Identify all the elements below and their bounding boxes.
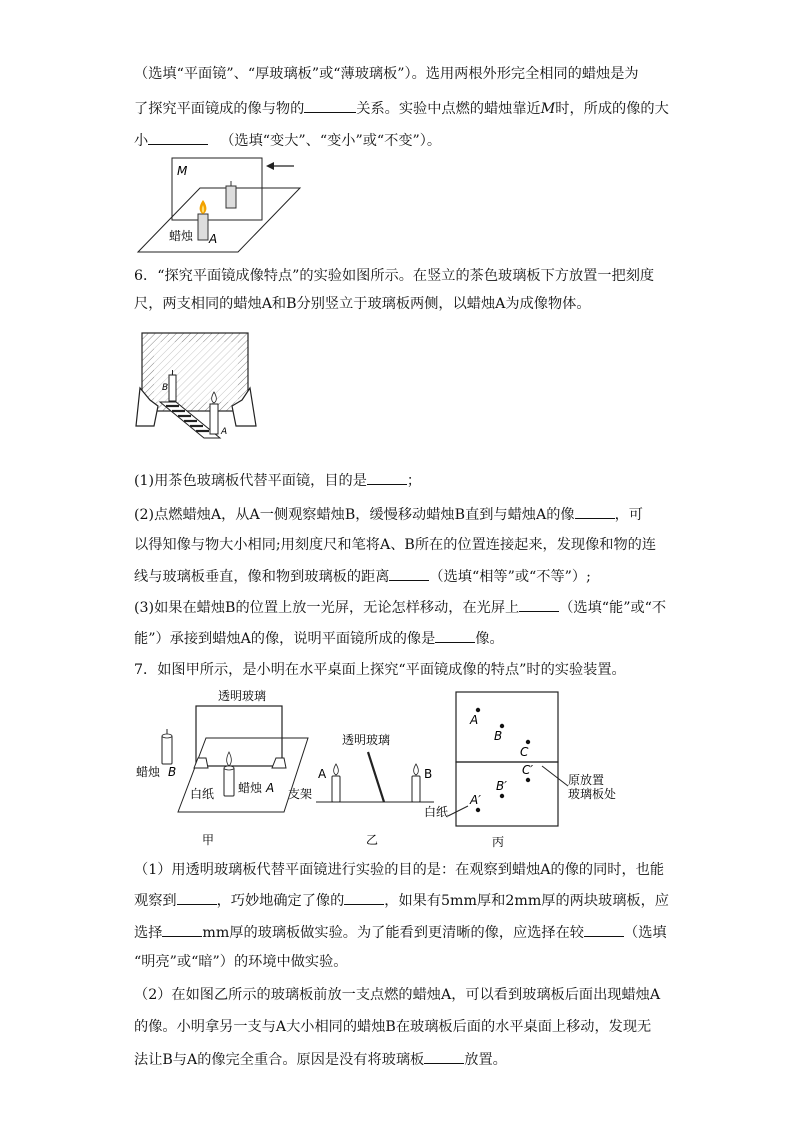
label-c-prime: C′ [522,763,534,777]
label-stand: 支架 [288,787,313,801]
q5-figure [130,152,310,256]
q6-text-p1a: (1)用茶色玻璃板代替平面镜，目的是 [134,473,367,489]
q6-text-p3d: 像。 [475,631,504,647]
q7-text-1: 7．如图甲所示，是小明在水平桌面上探究“平面镜成像的特点”时的实验装置。 [134,662,626,678]
point-c [526,740,530,744]
q7-part-1-cont [134,890,669,911]
q7-figure-jia [132,686,316,850]
q7-part-2-cont [134,1017,651,1037]
q7-text-p2d: 放置。 [464,1052,507,1068]
q6-figure [132,328,260,440]
q6-text-2: 尺，两支相同的蜡烛A和B分别竖立于玻璃板两侧，以蜡烛A为成像物体。 [134,296,591,312]
answer-blank[interactable] [344,890,384,905]
label-b: B [424,767,433,781]
leader-glass [542,766,568,786]
answer-blank[interactable] [177,890,217,905]
label-b-prime: B′ [496,779,507,793]
q5-text-2c: 时，所成的像的大 [555,101,669,117]
answer-blank[interactable] [389,566,429,581]
q6-text-p2d: 线与玻璃板垂直，像和物到玻璃板的距离 [134,569,390,585]
q5-line-2 [134,98,669,119]
label-candle-a: 蜡烛 [238,781,263,795]
label-c: C [520,745,529,759]
q6-text-p3b: （选填“能”或“不 [559,600,667,616]
q6-text-p2c: 以得知像与物大小相同;用刻度尺和笔将A、B所在的位置连接起来，发现像和物的连 [134,537,657,553]
point-c-prime [526,778,530,782]
caption-jia: 甲 [202,833,215,847]
label-glass: 透明玻璃 [218,689,267,703]
q7-part-1-cont2 [134,922,667,943]
candle-a [224,768,234,796]
q5-text-3a: 小 [134,133,149,149]
q6-text-1: 6．“探究平面镜成像特点”的实验如图所示。在竖立的茶色玻璃板下方放置一把刻度 [134,268,655,284]
q7-figure-bing [424,688,646,850]
q7-part-2 [134,985,660,1005]
paper-top [456,692,558,762]
label-a: A [209,232,218,246]
candle-a [210,404,218,434]
caption-bing: 丙 [492,835,505,849]
q6-line-1 [134,266,654,286]
q6-text-p2a: (2)点燃蜡烛A，从A一侧观察蜡烛B，缓慢移动蜡烛B直到与蜡烛A的像 [134,507,575,523]
q7-part-2-cont2 [134,1049,507,1070]
q6-part-2-cont2 [134,566,591,587]
glass-plate [196,706,282,766]
label-a: A [221,427,228,437]
q5-italic-m: M [540,101,556,117]
image-candle [226,186,236,208]
glass-plate [368,752,384,802]
label-glass-pos-1: 原放置 [568,773,605,787]
q7-text-p1c: ，巧妙地确定了像的 [216,893,345,909]
q7-line-1 [134,660,626,680]
q5-text-1: （选填“平面镜”、“厚玻璃板”或“薄玻璃板”）。选用两根外形完全相同的蜡烛是为 [134,66,639,82]
answer-blank[interactable] [575,504,615,519]
point-b [500,724,504,728]
q6-text-p3c: 能”）承接到蜡烛A的像，说明平面镜所成的像是 [134,631,436,647]
candle-b [169,375,176,401]
q6-text-p3a: (3)如果在蜡烛B的位置上放一光屏，无论怎样移动，在光屏上 [134,600,520,616]
label-b: B [168,765,177,779]
answer-blank[interactable] [424,1049,464,1064]
q6-text-p1b: ； [406,473,422,489]
answer-blank[interactable] [584,922,624,937]
arrow-head [266,162,274,170]
point-a-prime [476,808,480,812]
q7-text-p1e: 选择 [134,925,163,941]
label-candle: 蜡烛 [169,229,194,243]
label-a: A [470,713,479,727]
label-b: B [162,383,169,393]
q6-part-3 [134,597,666,618]
q7-text-p2c: 法让B与A的像完全重合。原因是没有将玻璃板 [134,1052,425,1068]
q6-part-3-cont [134,628,504,649]
candle-b [162,736,172,764]
q7-text-p1a: （1）用透明玻璃板代替平面镜进行实验的目的是：在观察到蜡烛A的像的同时，也能 [134,862,665,878]
candle-a [198,214,208,240]
q7-part-1-cont3 [134,952,347,972]
q7-part-1 [134,860,664,880]
candle-a [332,776,340,802]
q7-text-p2b: 的像。小明拿另一支与A大小相同的蜡烛B在玻璃板后面的水平桌面上移动，发现无 [134,1019,652,1035]
q6-text-p2b: ，可 [614,507,643,523]
q5-text-3b: （选填“变大”、“变小”或“不变”）。 [220,133,442,149]
answer-blank[interactable] [304,98,356,113]
q5-line-3 [134,130,441,151]
candle-flame [227,752,232,766]
leader-paper [448,806,468,816]
label-m: M [177,164,188,178]
q7-text-p1f: mm厚的玻璃板做实验。为了能看到更清晰的像，应选择在较 [202,925,584,941]
caption-yi: 乙 [366,833,379,847]
q5-text-2a: 了探究平面镜成的像与物的 [134,101,305,117]
label-a: A [266,781,275,795]
q7-text-p1d: ，如果有5mm厚和2mm厚的两块玻璃板，应 [384,893,669,909]
q6-part-2 [134,504,643,525]
candle-b [412,776,420,802]
q7-text-p1g: （选填 [624,925,667,941]
label-a: A [318,767,327,781]
label-b: B [494,729,503,743]
answer-blank[interactable] [519,597,559,612]
answer-blank[interactable] [367,470,407,485]
label-paper: 白纸 [190,787,215,801]
q7-text-p1h: “明亮”或“暗”）的环境中做实验。 [134,954,348,970]
q7-text-p2a: （2）在如图乙所示的玻璃板前放一支点燃的蜡烛A，可以看到玻璃板后面出现蜡烛A [134,987,661,1003]
label-glass: 透明玻璃 [342,733,391,747]
q6-line-2 [134,294,591,314]
q5-text-2b: 关系。实验中点燃的蜡烛靠近 [356,101,541,117]
answer-blank[interactable] [162,922,202,937]
q6-text-p2e: （选填“相等”或“不等”）; [429,569,591,585]
point-a [476,708,480,712]
q6-part-2-cont [134,535,656,555]
q7-text-p1b: 观察到 [134,893,177,909]
q5-line-1 [134,64,639,84]
q6-part-1 [134,470,421,491]
point-b-prime [500,794,504,798]
answer-blank[interactable] [435,628,475,643]
stand-right [272,758,286,768]
label-candle-b: 蜡烛 [136,765,161,779]
answer-blank[interactable] [148,130,208,145]
label-glass-pos-2: 玻璃板处 [568,787,617,801]
label-a-prime: A′ [470,793,481,807]
label-paper: 白纸 [424,805,449,819]
